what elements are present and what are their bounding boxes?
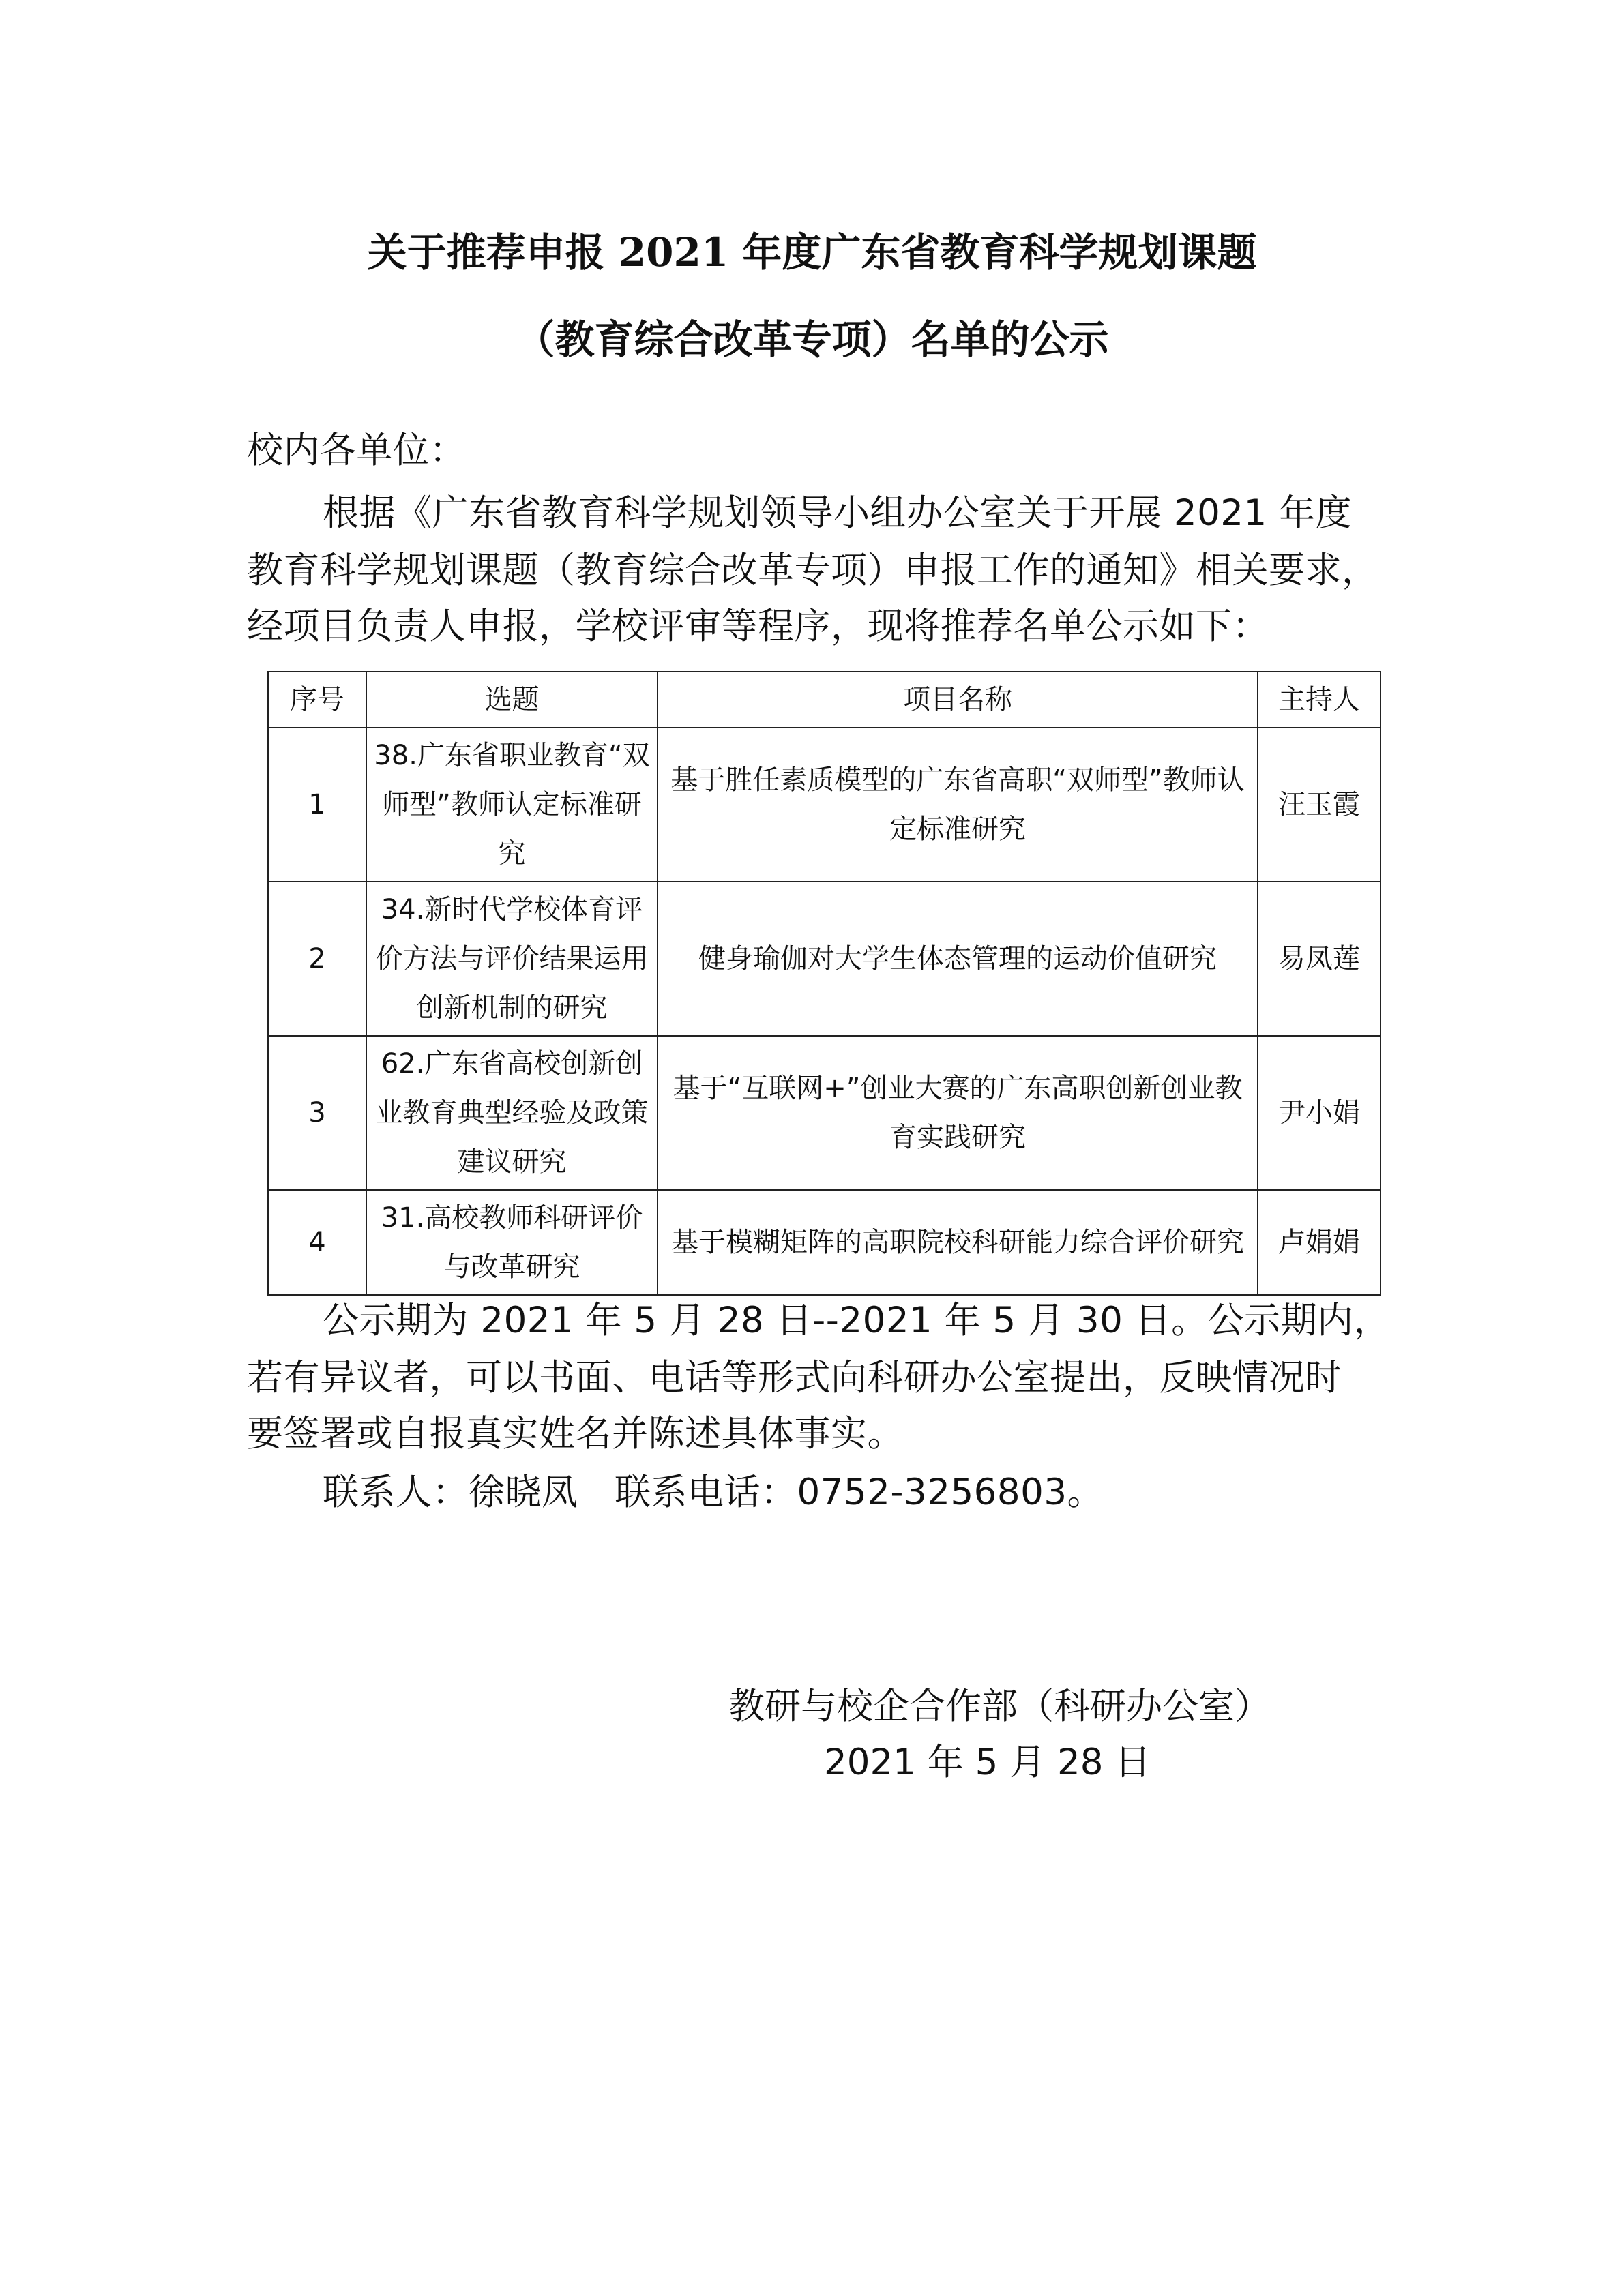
header-no: 序号: [268, 672, 366, 728]
signature-department: 教研与校企合作部（科研办公室）: [728, 1686, 1271, 1727]
contact-line: 联系人：徐晓凤 联系电话：0752-3256803。: [323, 1472, 1104, 1513]
row-host: 汪玉霞: [1258, 728, 1381, 882]
row-host: 易凤莲: [1258, 882, 1381, 1036]
row-topic: 34.新时代学校体育评价方法与评价结果运用创新机制的研究: [366, 882, 658, 1036]
row-project: 基于模糊矩阵的高职院校科研能力综合评价研究: [658, 1190, 1258, 1295]
row-no: 3: [268, 1036, 366, 1190]
table-header-row: [268, 672, 1381, 728]
row-host: 卢娟娟: [1258, 1190, 1381, 1295]
row-project: 基于“互联网+”创业大赛的广东高职创新创业教育实践研究: [658, 1036, 1258, 1190]
row-no: 4: [268, 1190, 366, 1295]
notice-line-3: 要签署或自报真实姓名并陈述具体事实。: [247, 1413, 904, 1455]
row-host: 尹小娟: [1258, 1036, 1381, 1190]
notice-title-line-1: 关于推荐申报 2021 年度广东省教育科学规划课题: [367, 229, 1257, 275]
intro-line-2: 教育科学规划课题（教育综合改革专项）申报工作的通知》相关要求，: [247, 550, 1378, 591]
header-host: 主持人: [1258, 672, 1381, 728]
header-project: 项目名称: [658, 672, 1258, 728]
row-project: 健身瑜伽对大学生体态管理的运动价值研究: [658, 882, 1258, 1036]
row-no: 1: [268, 728, 366, 882]
row-project: 基于胜任素质模型的广东省高职“双师型”教师认定标准研究: [658, 728, 1258, 882]
table-row: [268, 728, 1381, 882]
row-topic: 62.广东省高校创新创业教育典型经验及政策建议研究: [366, 1036, 658, 1190]
row-topic: 38.广东省职业教育“双师型”教师认定标准研究: [366, 728, 658, 882]
intro-line-1: 根据《广东省教育科学规划领导小组办公室关于开展 2021 年度: [323, 492, 1353, 534]
recommendation-table: [267, 671, 1381, 1296]
intro-line-3: 经项目负责人申报，学校评审等程序，现将推荐名单公示如下：: [247, 606, 1269, 647]
table-row: [268, 1036, 1381, 1190]
signature-date: 2021 年 5 月 28 日: [824, 1742, 1151, 1783]
row-topic: 31.高校教师科研评价与改革研究: [366, 1190, 658, 1295]
salutation: 校内各单位：: [247, 430, 466, 471]
header-topic: 选题: [366, 672, 658, 728]
table-row: [268, 882, 1381, 1036]
row-no: 2: [268, 882, 366, 1036]
table-row: [268, 1190, 1381, 1295]
notice-title-line-2: （教育综合改革专项）名单的公示: [515, 316, 1109, 363]
notice-line-1: 公示期为 2021 年 5 月 28 日--2021 年 5 月 30 日。公示期内，: [323, 1300, 1391, 1341]
notice-line-2: 若有异议者，可以书面、电话等形式向科研办公室提出，反映情况时: [247, 1357, 1342, 1399]
